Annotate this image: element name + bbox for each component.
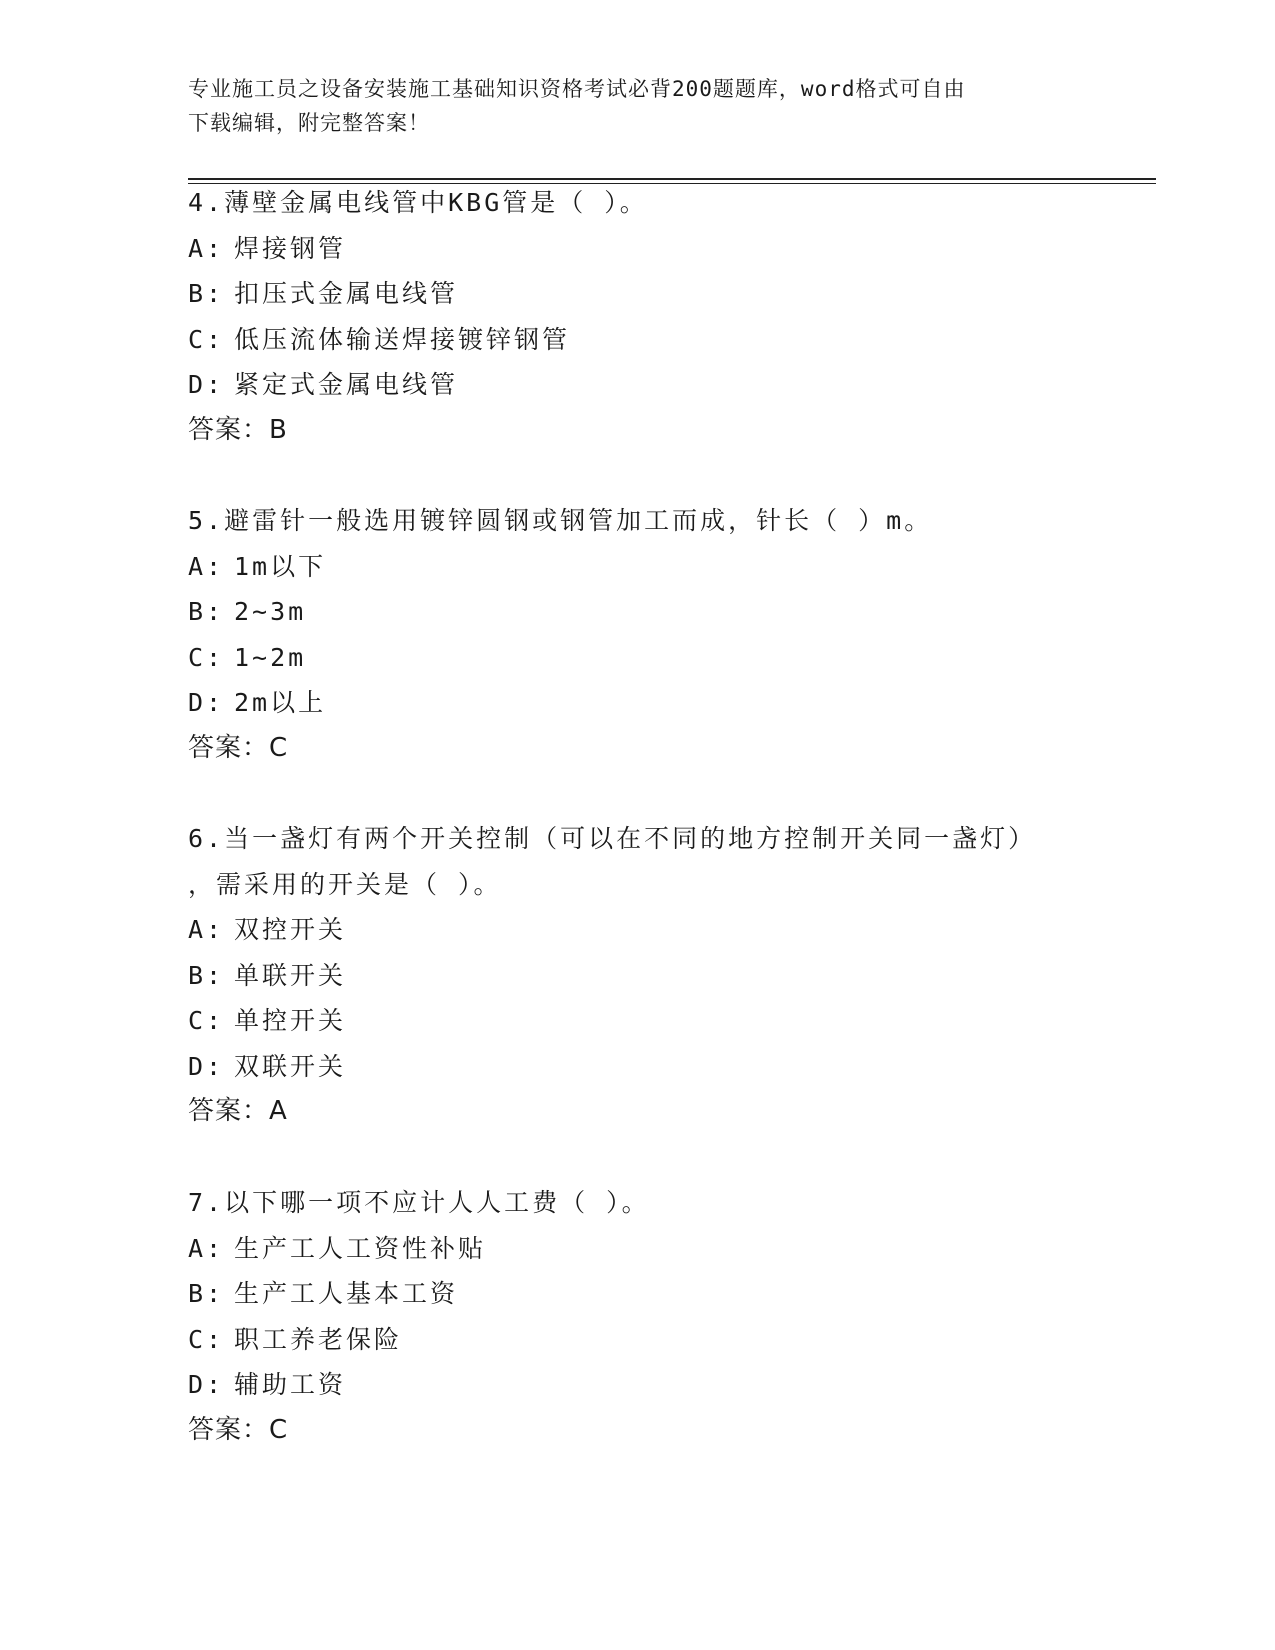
option-key: B: xyxy=(188,279,225,308)
option-key: C: xyxy=(188,324,225,354)
option-b xyxy=(188,271,1088,317)
option-text: 生产工人基本工资 xyxy=(234,1279,459,1308)
answer-line: 答案：A xyxy=(188,1096,288,1126)
option-text: 单联开关 xyxy=(234,960,347,990)
question-block xyxy=(188,1180,1088,1453)
option-d xyxy=(188,362,1088,408)
option-a xyxy=(188,907,1088,953)
question-block xyxy=(188,498,1088,771)
option-text: 2~3m xyxy=(234,597,307,626)
option-text: 职工养老保险 xyxy=(234,1324,403,1354)
question-text: 6.当一盏灯有两个开关控制（可以在不同的地方控制开关同一盏灯） xyxy=(188,824,1037,853)
option-text: 1~2m xyxy=(234,642,307,672)
option-d xyxy=(188,1362,1088,1408)
option-key: D: xyxy=(188,688,225,717)
option-key: C: xyxy=(188,642,225,672)
option-text: 辅助工资 xyxy=(234,1370,347,1399)
question-block xyxy=(188,180,1088,453)
option-text: 低压流体输送焊接镀锌钢管 xyxy=(234,324,571,354)
header-line-2: 下载编辑，附完整答案！ xyxy=(188,111,430,135)
question-block xyxy=(188,816,1088,1135)
option-text: 双控开关 xyxy=(234,915,347,944)
question-text-continued: ，需采用的开关是（ ）。 xyxy=(188,869,502,899)
option-d xyxy=(188,680,1088,726)
option-key: D: xyxy=(188,370,225,399)
option-key: B: xyxy=(188,1279,225,1308)
option-d xyxy=(188,1044,1088,1090)
option-key: B: xyxy=(188,597,225,626)
option-text: 1m以下 xyxy=(234,551,327,581)
question-text: 4.薄壁金属电线管中KBG管是（ ）。 xyxy=(188,188,648,217)
document-header xyxy=(188,72,1088,140)
option-a xyxy=(188,226,1088,272)
answer-line: 答案：C xyxy=(188,1414,289,1445)
option-text: 扣压式金属电线管 xyxy=(234,279,459,308)
answer-line: 答案：B xyxy=(188,414,288,445)
option-text: 紧定式金属电线管 xyxy=(234,370,459,399)
option-c xyxy=(188,998,1088,1044)
option-text: 焊接钢管 xyxy=(234,233,347,263)
option-key: A: xyxy=(188,233,225,263)
option-b xyxy=(188,953,1088,999)
option-text: 2m以上 xyxy=(234,688,327,717)
option-key: D: xyxy=(188,1370,225,1399)
option-a xyxy=(188,544,1088,590)
answer-line: 答案：C xyxy=(188,732,289,763)
header-line-1: 专业施工员之设备安装施工基础知识资格考试必背200题题库，word格式可自由 xyxy=(188,77,966,101)
option-key: A: xyxy=(188,915,225,944)
option-b xyxy=(188,1271,1088,1317)
option-key: C: xyxy=(188,1324,225,1354)
option-key: A: xyxy=(188,551,225,581)
question-text: 7.以下哪一项不应计人人工费（ ）。 xyxy=(188,1188,650,1217)
option-key: D: xyxy=(188,1051,225,1081)
question-text: 5.避雷针一般选用镀锌圆钢或钢管加工而成，针长（ ）m。 xyxy=(188,506,933,535)
option-key: A: xyxy=(188,1233,225,1263)
option-text: 生产工人工资性补贴 xyxy=(234,1233,487,1263)
option-text: 单控开关 xyxy=(234,1006,347,1035)
option-c xyxy=(188,317,1088,363)
option-text: 双联开关 xyxy=(234,1051,347,1081)
option-b xyxy=(188,589,1088,635)
option-c xyxy=(188,1317,1088,1363)
option-key: B: xyxy=(188,960,225,990)
option-key: C: xyxy=(188,1006,225,1035)
option-a xyxy=(188,1226,1088,1272)
option-c xyxy=(188,635,1088,681)
